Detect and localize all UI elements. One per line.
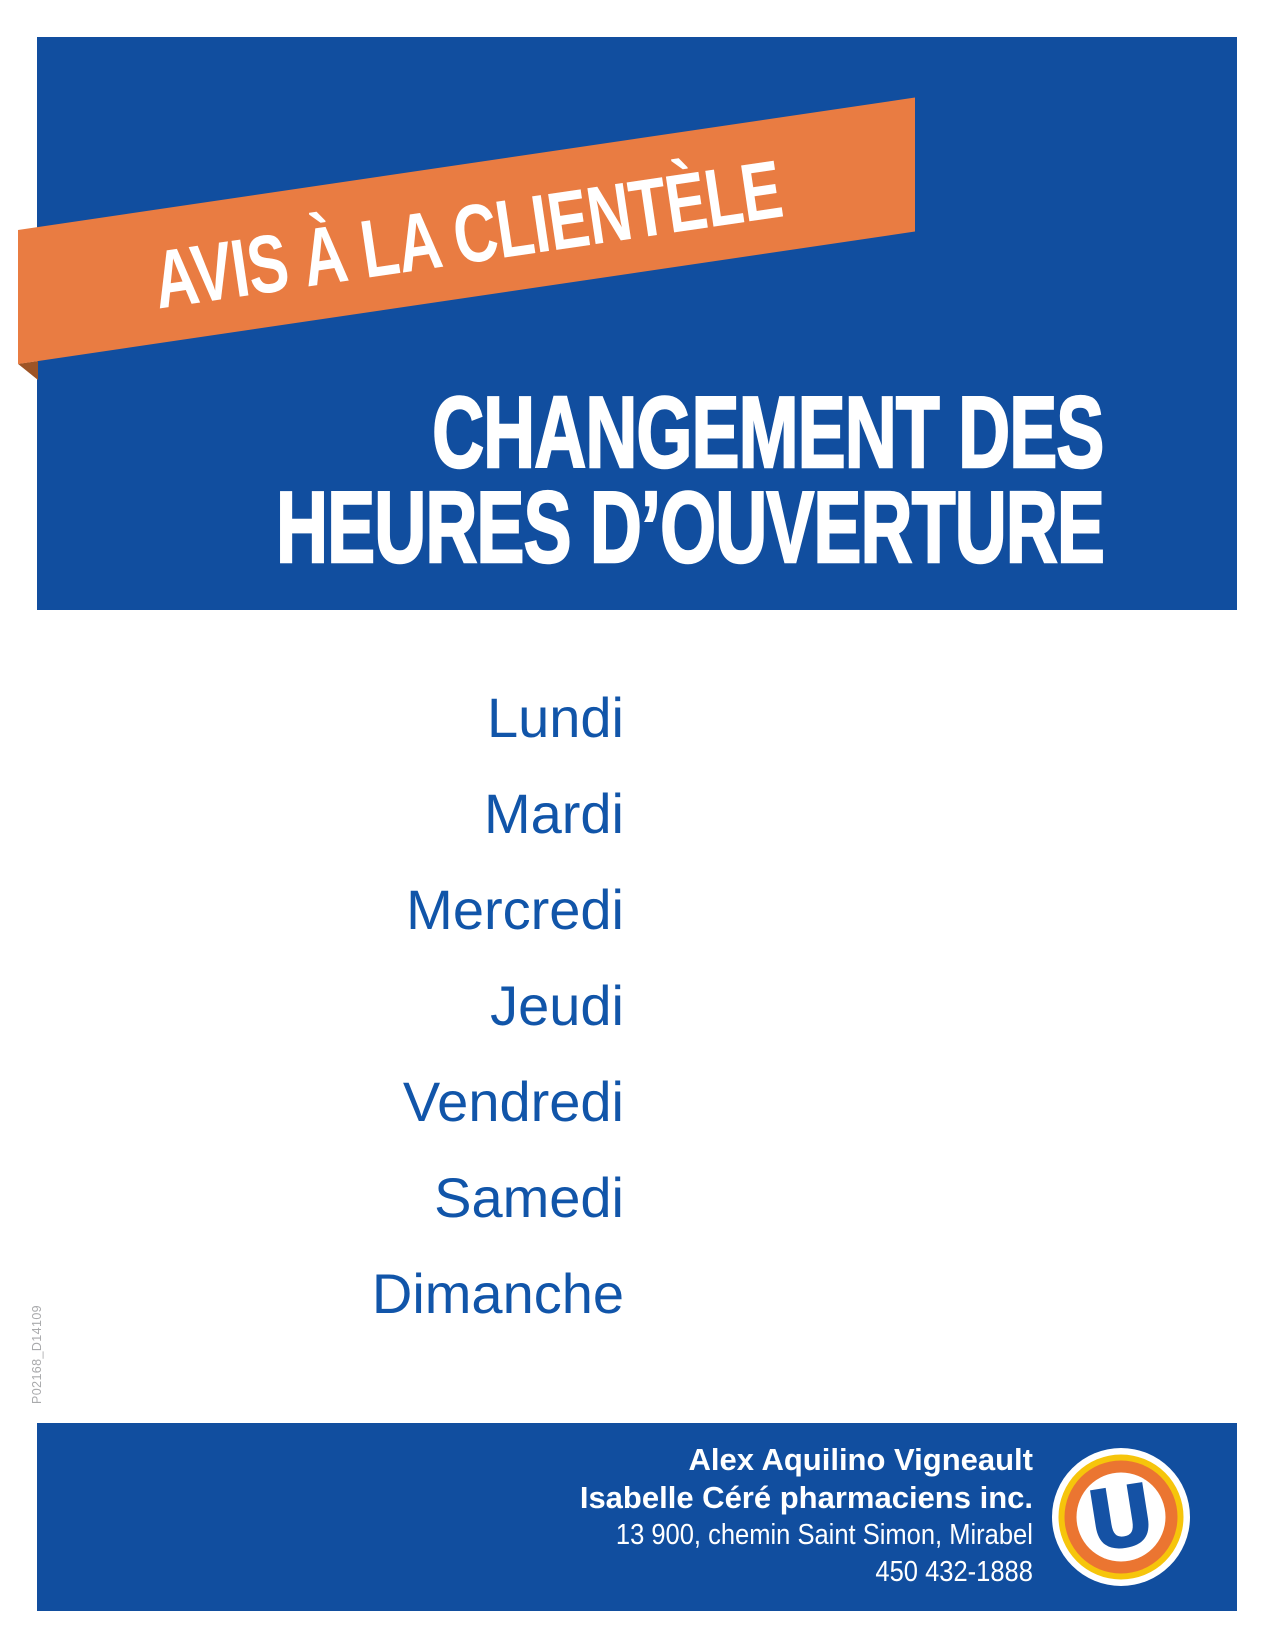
ribbon-fold: [18, 361, 38, 380]
weekday-samedi: Samedi: [434, 1166, 624, 1229]
logo-letter: U: [1079, 1464, 1163, 1572]
page-title-line2: HEURES D’OUVERTURE: [276, 472, 1104, 584]
weekday-mardi: Mardi: [483, 782, 624, 845]
footer-bar: [37, 1423, 1237, 1611]
pharmacist-name: Alex Aquilino Vigneault: [688, 1442, 1033, 1477]
weekday-dimanche: Dimanche: [371, 1262, 624, 1325]
pharmacy-company-name: Isabelle Céré pharmaciens inc.: [579, 1480, 1033, 1515]
weekday-lundi: Lundi: [486, 686, 624, 749]
weekday-vendredi: Vendredi: [402, 1070, 624, 1133]
pharmacy-address: 13 900, chemin Saint Simon, Mirabel: [615, 1519, 1033, 1551]
print-code: P02168_D14109: [30, 1304, 44, 1404]
page-title-line1: CHANGEMENT DES: [432, 377, 1104, 489]
ribbon-label: AVIS À LA CLIENTÈLE: [147, 143, 788, 327]
weekday-list: [372, 670, 624, 1342]
uniprix-logo-icon: [1052, 1448, 1190, 1586]
pharmacy-contact-block: [559, 1441, 1033, 1591]
weekday-jeudi: Jeudi: [490, 974, 624, 1037]
pharmacy-phone: 450 432-1888: [875, 1556, 1033, 1588]
weekday-mercredi: Mercredi: [406, 878, 624, 941]
